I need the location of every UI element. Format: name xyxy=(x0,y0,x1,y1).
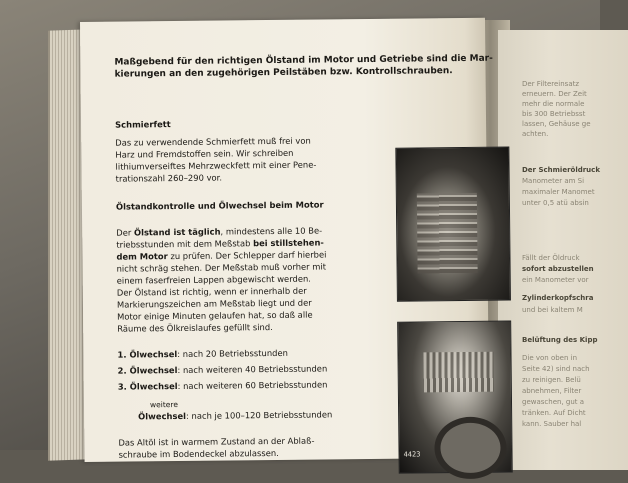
right-heading: Belüftung des Kipp xyxy=(522,336,598,344)
body-line: Motor einige Minuten gelaufen hat, so daß alle xyxy=(117,309,313,322)
right-page xyxy=(498,30,628,470)
right-line: Fällt der Öldruck xyxy=(522,254,580,262)
right-heading: Zylinderkopfschra xyxy=(522,294,594,302)
right-line: mehr die normale xyxy=(522,100,585,108)
right-line: Manometer am Si xyxy=(522,177,585,185)
right-line: gewaschen, gut a xyxy=(522,398,585,406)
oil-change-label: 1. Ölwechsel xyxy=(117,348,178,360)
engine-photo xyxy=(395,147,511,302)
body-line: Räume des Ölkreislaufes gefüllt sind. xyxy=(117,321,273,334)
text-run: , mindestens alle 10 Be- xyxy=(220,225,323,237)
text-run: Der xyxy=(116,227,134,238)
section-heading: Ölstandkontrolle und Ölwechsel beim Motor xyxy=(115,199,324,212)
right-line: bis 300 Betriebsst xyxy=(522,110,586,118)
right-line: Seite 42) sind nach xyxy=(522,365,590,373)
body-line xyxy=(116,225,322,238)
right-line: sofort abzustellen xyxy=(522,265,594,273)
intro-text: kierungen an den zugehörigen Peilstäben bzw. Kontrollschrauben. xyxy=(114,66,453,80)
right-line: maximaler Manomet xyxy=(522,188,595,196)
right-line: tränken. Auf Dicht xyxy=(522,409,586,417)
emphasis: bei stillstehen- xyxy=(253,237,324,249)
oil-change-text: : nach je 100–120 Betriebsstunden xyxy=(185,409,333,421)
body-line: schraube im Bodendeckel abzulassen. xyxy=(118,447,279,460)
right-line: erneuern. Der Zeit xyxy=(522,90,587,98)
body-line: Harz und Fremdstoffen sein. Wir schreiben xyxy=(115,147,294,160)
right-line: achten. xyxy=(522,130,549,138)
body-line: lithiumverseiftes Mehrzweckfett mit einer Pene- xyxy=(115,159,317,172)
oil-change-text: : nach 20 Betriebsstunden xyxy=(177,347,288,359)
right-line: abnehmen, Filter xyxy=(522,387,582,395)
body-line: Der Ölstand ist richtig, wenn er innerhalb der xyxy=(116,285,307,298)
text-run: triebsstunden mit dem Meßstab xyxy=(116,238,254,250)
body-line: Das Altöl ist in warmem Zustand an der Ablaß- xyxy=(118,435,315,448)
body-line xyxy=(116,249,326,262)
body-line: nicht schräg stehen. Der Meßstab muß vorher mit xyxy=(116,261,327,274)
body-line: Markierungszeichen am Meßstab liegt und der xyxy=(116,297,312,310)
dipstick-photo xyxy=(397,321,513,474)
left-page xyxy=(80,18,493,462)
emphasis: dem Motor xyxy=(116,251,168,262)
page-content xyxy=(114,48,493,460)
weitere-label: weitere xyxy=(149,399,178,410)
body-line: einem faserfreien Lappen abgewischt werden. xyxy=(116,273,311,286)
right-heading: Der Schmieröldruck xyxy=(522,166,600,174)
oil-change-item xyxy=(138,409,332,422)
body-line: trationszahl 260–290 vor. xyxy=(115,172,223,184)
intro-text: Maßgebend für den richtigen Ölstand im Motor und Getriebe sind die Mar- xyxy=(114,53,493,68)
section-heading: Schmierfett xyxy=(115,119,171,130)
right-line: unter 0,5 atü absin xyxy=(522,199,589,207)
body-line: Das zu verwendende Schmierfett muß frei von xyxy=(115,135,311,148)
photo-number: 4423 xyxy=(403,450,421,459)
text-run: zu prüfen. Der Schlepper darf hierbei xyxy=(167,249,327,262)
right-line: zu reinigen. Belü xyxy=(522,376,581,384)
right-line: ein Manometer vor xyxy=(522,276,589,284)
right-line: lassen, Gehäuse ge xyxy=(522,120,591,128)
oil-change-text: : nach weiteren 60 Betriebsstunden xyxy=(177,379,328,391)
oil-change-item xyxy=(118,379,328,392)
right-line: kann. Sauber hal xyxy=(522,420,582,428)
oil-change-item xyxy=(117,348,288,361)
body-line xyxy=(116,237,324,250)
right-line: und bei kaltem M xyxy=(522,306,583,314)
oil-change-label: Ölwechsel xyxy=(138,410,187,422)
emphasis: Ölstand ist täglich xyxy=(133,226,221,238)
oil-change-label: 2. Ölwechsel xyxy=(117,364,178,376)
right-line: Die von oben in xyxy=(522,354,578,362)
oil-change-label: 3. Ölwechsel xyxy=(117,380,178,392)
oil-change-item xyxy=(118,363,328,376)
oil-change-text: : nach weiteren 40 Betriebsstunden xyxy=(177,363,328,375)
right-line: Der Filtereinsatz xyxy=(522,80,580,88)
